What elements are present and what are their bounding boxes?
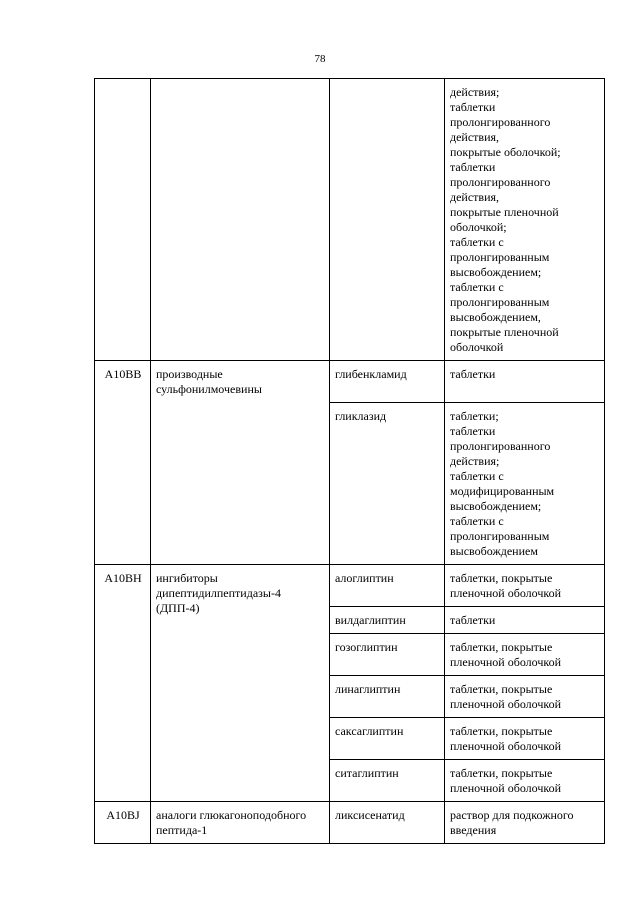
atc-code-cell xyxy=(95,802,151,844)
atc-code-cell xyxy=(95,361,151,565)
table-row xyxy=(95,802,605,844)
drug-name-cell xyxy=(330,79,445,361)
page-number: 78 xyxy=(314,53,326,65)
group-name-cell xyxy=(151,361,330,565)
drug-name: гликлазид xyxy=(335,409,387,423)
dosage-form-text: таблетки, покрытые пленочной оболочкой xyxy=(450,571,562,600)
dosage-form-text: таблетки, покрытые пленочной оболочкой xyxy=(450,724,562,753)
group-name-cell xyxy=(151,802,330,844)
drug-name: глибенкламид xyxy=(335,367,407,381)
atc-code-cell xyxy=(95,79,151,361)
dosage-form-text: таблетки xyxy=(450,367,496,381)
dosage-form-cell xyxy=(445,760,605,802)
dosage-form-cell xyxy=(445,607,605,634)
table-row xyxy=(95,565,605,607)
dosage-form-text: раствор для подкожного введения xyxy=(450,808,574,837)
table-row xyxy=(95,361,605,403)
group-name-cell xyxy=(151,79,330,361)
dosage-form-text: действия; таблетки пролонгированного действия, покрытые оболочкой; таблетки пролонгированного действия, покрытые пленочной оболочкой; таблетки с пролонгированным высвобождением; таблетки с пролонгированным высвобождением, покрытые пленочной оболочкой xyxy=(450,85,561,354)
dosage-form-cell xyxy=(445,676,605,718)
group-name: производные сульфонилмочевины xyxy=(156,367,262,396)
dosage-form-text: таблетки, покрытые пленочной оболочкой xyxy=(450,640,562,669)
drug-name-cell xyxy=(330,607,445,634)
drug-name: ситаглиптин xyxy=(335,766,399,780)
atc-code: A10BH xyxy=(104,571,142,585)
dosage-form-cell xyxy=(445,718,605,760)
group-name-cell xyxy=(151,565,330,802)
dosage-form-cell xyxy=(445,565,605,607)
drug-name-cell xyxy=(330,802,445,844)
dosage-form-cell xyxy=(445,361,605,403)
drug-name-cell xyxy=(330,403,445,565)
drug-name: гозоглиптин xyxy=(335,640,398,654)
dosage-form-cell xyxy=(445,79,605,361)
dosage-form-cell xyxy=(445,802,605,844)
group-name: аналоги глюкагоноподобного пептида-1 xyxy=(156,808,307,837)
atc-code: A10BB xyxy=(104,367,142,381)
atc-code: A10BJ xyxy=(106,808,140,822)
drug-name-cell xyxy=(330,718,445,760)
dosage-form-text: таблетки; таблетки пролонгированного действия; таблетки с модифицированным высвобождением; таблетки с пролонгированным высвобождением xyxy=(450,409,555,558)
table-row xyxy=(95,79,605,361)
drug-name: линаглиптин xyxy=(335,682,401,696)
drug-name: вилдаглиптин xyxy=(335,613,406,627)
dosage-form-cell xyxy=(445,403,605,565)
drug-name-cell xyxy=(330,634,445,676)
atc-code-cell xyxy=(95,565,151,802)
dosage-form-text: таблетки, покрытые пленочной оболочкой xyxy=(450,766,562,795)
dosage-form-text: таблетки, покрытые пленочной оболочкой xyxy=(450,682,562,711)
drug-name-cell xyxy=(330,565,445,607)
drug-table xyxy=(94,78,605,844)
drug-name: алоглиптин xyxy=(335,571,394,585)
drug-name-cell xyxy=(330,361,445,403)
dosage-form-cell xyxy=(445,634,605,676)
drug-name: саксаглиптин xyxy=(335,724,404,738)
group-name: ингибиторы дипептидилпептидазы-4 (ДПП-4) xyxy=(156,571,281,615)
drug-name: ликсисенатид xyxy=(335,808,405,822)
dosage-form-text: таблетки xyxy=(450,613,496,627)
drug-name-cell xyxy=(330,676,445,718)
drug-name-cell xyxy=(330,760,445,802)
